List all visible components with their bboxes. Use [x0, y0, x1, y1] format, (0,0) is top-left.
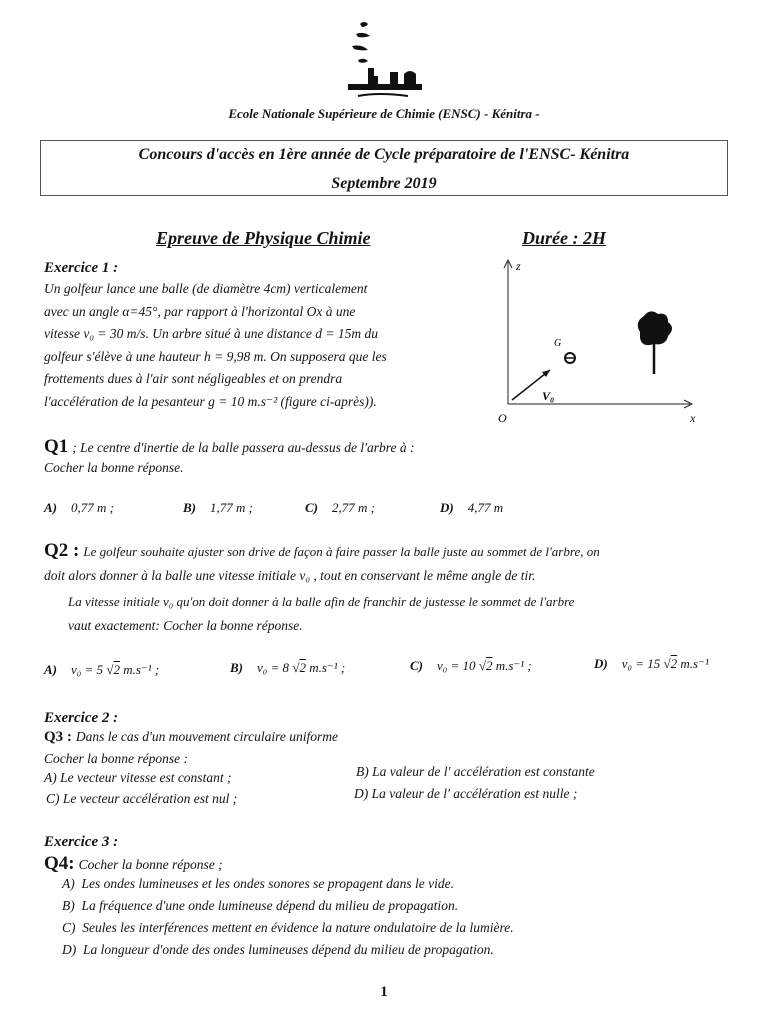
- q2-answer-c[interactable]: C) v₀ = 10 √2 m.s⁻¹ ;: [410, 658, 532, 673]
- question-2-text: Le golfeur souhaite ajuster son drive de façon à faire passer la balle juste au sommet de l'arbre, on: [83, 544, 600, 559]
- question-2-label: Q2 :: [44, 540, 80, 561]
- q3-answer-c[interactable]: C) Le vecteur accélération est nul ;: [46, 791, 238, 806]
- exercise-2-title: Exercice 2 :: [44, 710, 119, 726]
- q3-answer-a[interactable]: A) Le vecteur vitesse est constant ;: [44, 770, 232, 785]
- question-4: [44, 853, 223, 875]
- exercise-1-line: frottements dues à l'air sont négligeables et on prendra: [44, 371, 343, 386]
- velocity-label: V₀: [542, 389, 555, 403]
- exam-title: Concours d'accès en 1ère année de Cycle préparatoire de l'ENSC- Kénitra: [138, 146, 630, 163]
- q1-answer-a[interactable]: A) 0,77 m ;: [44, 500, 114, 515]
- q1-answer-c[interactable]: C) 2,77 m ;: [305, 500, 375, 515]
- q1-answer-d[interactable]: D) 4,77 m: [440, 500, 504, 515]
- question-4-label: Q4:: [44, 853, 75, 874]
- exam-duration: Durée : 2H: [522, 228, 606, 248]
- x-axis-label: x: [690, 411, 696, 425]
- question-4-text: Cocher la bonne réponse ;: [78, 857, 223, 872]
- subject-title: Epreuve de Physique Chimie: [156, 228, 371, 248]
- q4-answer-a[interactable]: A) Les ondes lumineuses et les ondes sonores se propagent dans le vide.: [62, 876, 454, 891]
- z-axis-label: z: [516, 259, 521, 273]
- exercise-1-line: vitesse v₀ = 30 m/s. Un arbre situé à une distance d = 15m du: [44, 326, 378, 341]
- question-1-text: ; Le centre d'inertie de la balle passera au-dessus de l'arbre à :: [72, 440, 415, 455]
- q3-answer-d[interactable]: D) La valeur de l' accélération est nulle ;: [354, 786, 578, 801]
- question-2: [44, 540, 754, 562]
- question-2-prompt: La vitesse initiale v₀ qu'on doit donner à la balle afin de franchir de justesse le sommet de l'arbre: [68, 594, 575, 609]
- question-2-text-cont: doit alors donner à la balle une vitesse initiale v₀ , tout en conservant le même angle de tir.: [44, 568, 536, 583]
- school-name: Ecole Nationale Supérieure de Chimie (ENSC) - Kénitra -: [228, 106, 540, 121]
- q2-answer-d[interactable]: D) v₀ = 15 √2 m.s⁻¹: [594, 656, 709, 671]
- exam-date: Septembre 2019: [331, 175, 437, 192]
- q4-answer-d[interactable]: D) La longueur d'onde des ondes lumineuses dépend du milieu de propagation.: [62, 942, 494, 957]
- question-1-label: Q1: [44, 436, 69, 457]
- exercise-1-line: l'accélération de la pesanteur g = 10 m.s⁻² (figure ci-après)).: [44, 393, 377, 409]
- exercise-1-text: [44, 278, 484, 413]
- exercise-1-title: Exercice 1 :: [44, 260, 119, 276]
- question-1-instruction: Cocher la bonne réponse.: [44, 460, 184, 475]
- q4-answer-c[interactable]: C) Seules les interférences mettent en évidence la nature ondulatoire de la lumière.: [62, 920, 514, 935]
- q3-answer-b[interactable]: B) La valeur de l' accélération est constante: [356, 764, 595, 779]
- question-1: [44, 436, 724, 458]
- exercise-3-title: Exercice 3 :: [44, 834, 119, 850]
- origin-label: O: [498, 411, 507, 425]
- exercise-1-line: Un golfeur lance une balle (de diamètre 4cm) verticalement: [44, 281, 368, 296]
- question-3-instruction: Cocher la bonne réponse :: [44, 751, 188, 766]
- trajectory-figure: [490, 254, 716, 430]
- q4-answer-b[interactable]: B) La fréquence d'une onde lumineuse dépend du milieu de propagation.: [62, 898, 459, 913]
- q1-answer-b[interactable]: B) 1,77 m ;: [183, 500, 253, 515]
- question-3: [44, 728, 338, 746]
- exercise-1-line: avec un angle α=45°, par rapport à l'horizontal Ox à une: [44, 303, 356, 319]
- page-number: 1: [380, 984, 388, 1000]
- school-logo: [338, 16, 438, 102]
- question-3-label: Q3 :: [44, 729, 72, 745]
- q2-answer-a[interactable]: A) v₀ = 5 √2 m.s⁻¹ ;: [44, 662, 160, 677]
- question-2-instruction: vaut exactement: Cocher la bonne réponse.: [68, 618, 303, 633]
- question-3-text: Dans le cas d'un mouvement circulaire uniforme: [75, 729, 339, 744]
- q2-answer-b[interactable]: B) v₀ = 8 √2 m.s⁻¹ ;: [230, 660, 346, 675]
- center-label: G: [554, 338, 562, 349]
- tree-crown: [638, 311, 672, 345]
- exercise-1-line: golfeur s'élève à une hauteur h = 9,98 m. On supposera que les: [44, 348, 387, 364]
